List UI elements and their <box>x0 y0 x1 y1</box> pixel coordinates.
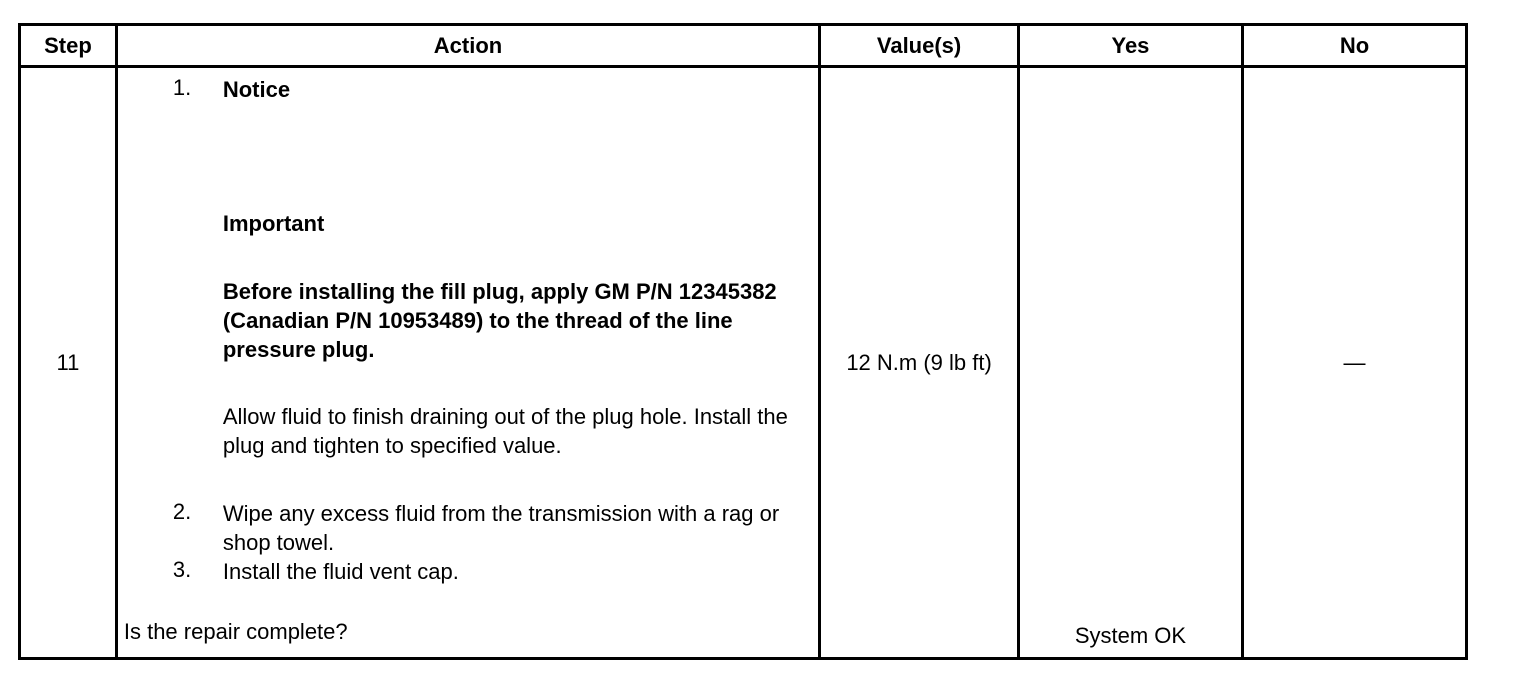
item-2-number: 2. <box>172 499 192 524</box>
item-3-number: 3. <box>172 557 192 582</box>
action-cell <box>116 67 819 659</box>
table-row <box>20 67 1467 659</box>
yes-result: System OK <box>1074 623 1187 648</box>
header-yes: Yes <box>1018 25 1242 67</box>
header-action: Action <box>116 25 819 67</box>
important-heading: Important <box>222 211 325 236</box>
no-cell: — <box>1242 67 1466 659</box>
yes-cell <box>1018 67 1242 659</box>
header-step: Step <box>20 25 117 67</box>
repair-question: Is the repair complete? <box>123 619 348 644</box>
item-2-text: Wipe any excess fluid from the transmission with a rag or shop towel. <box>222 501 780 555</box>
value-cell: 12 N.m (9 lb ft) <box>820 67 1019 659</box>
allow-text: Allow fluid to finish draining out of the plug hole. Install the plug and tighten to specified value. <box>222 404 788 458</box>
procedure-table <box>18 23 1468 660</box>
header-row <box>20 25 1467 67</box>
important-text: Before installing the fill plug, apply GM P/N 12345382 (Canadian P/N 10953489) to the thread of the line pressure plug. <box>222 279 777 362</box>
notice-heading: Notice <box>222 77 291 102</box>
item-3-text: Install the fluid vent cap. <box>222 559 459 584</box>
header-no: No <box>1242 25 1466 67</box>
header-values: Value(s) <box>820 25 1019 67</box>
step-number: 11 <box>20 67 117 659</box>
item-1-number: 1. <box>172 75 192 100</box>
